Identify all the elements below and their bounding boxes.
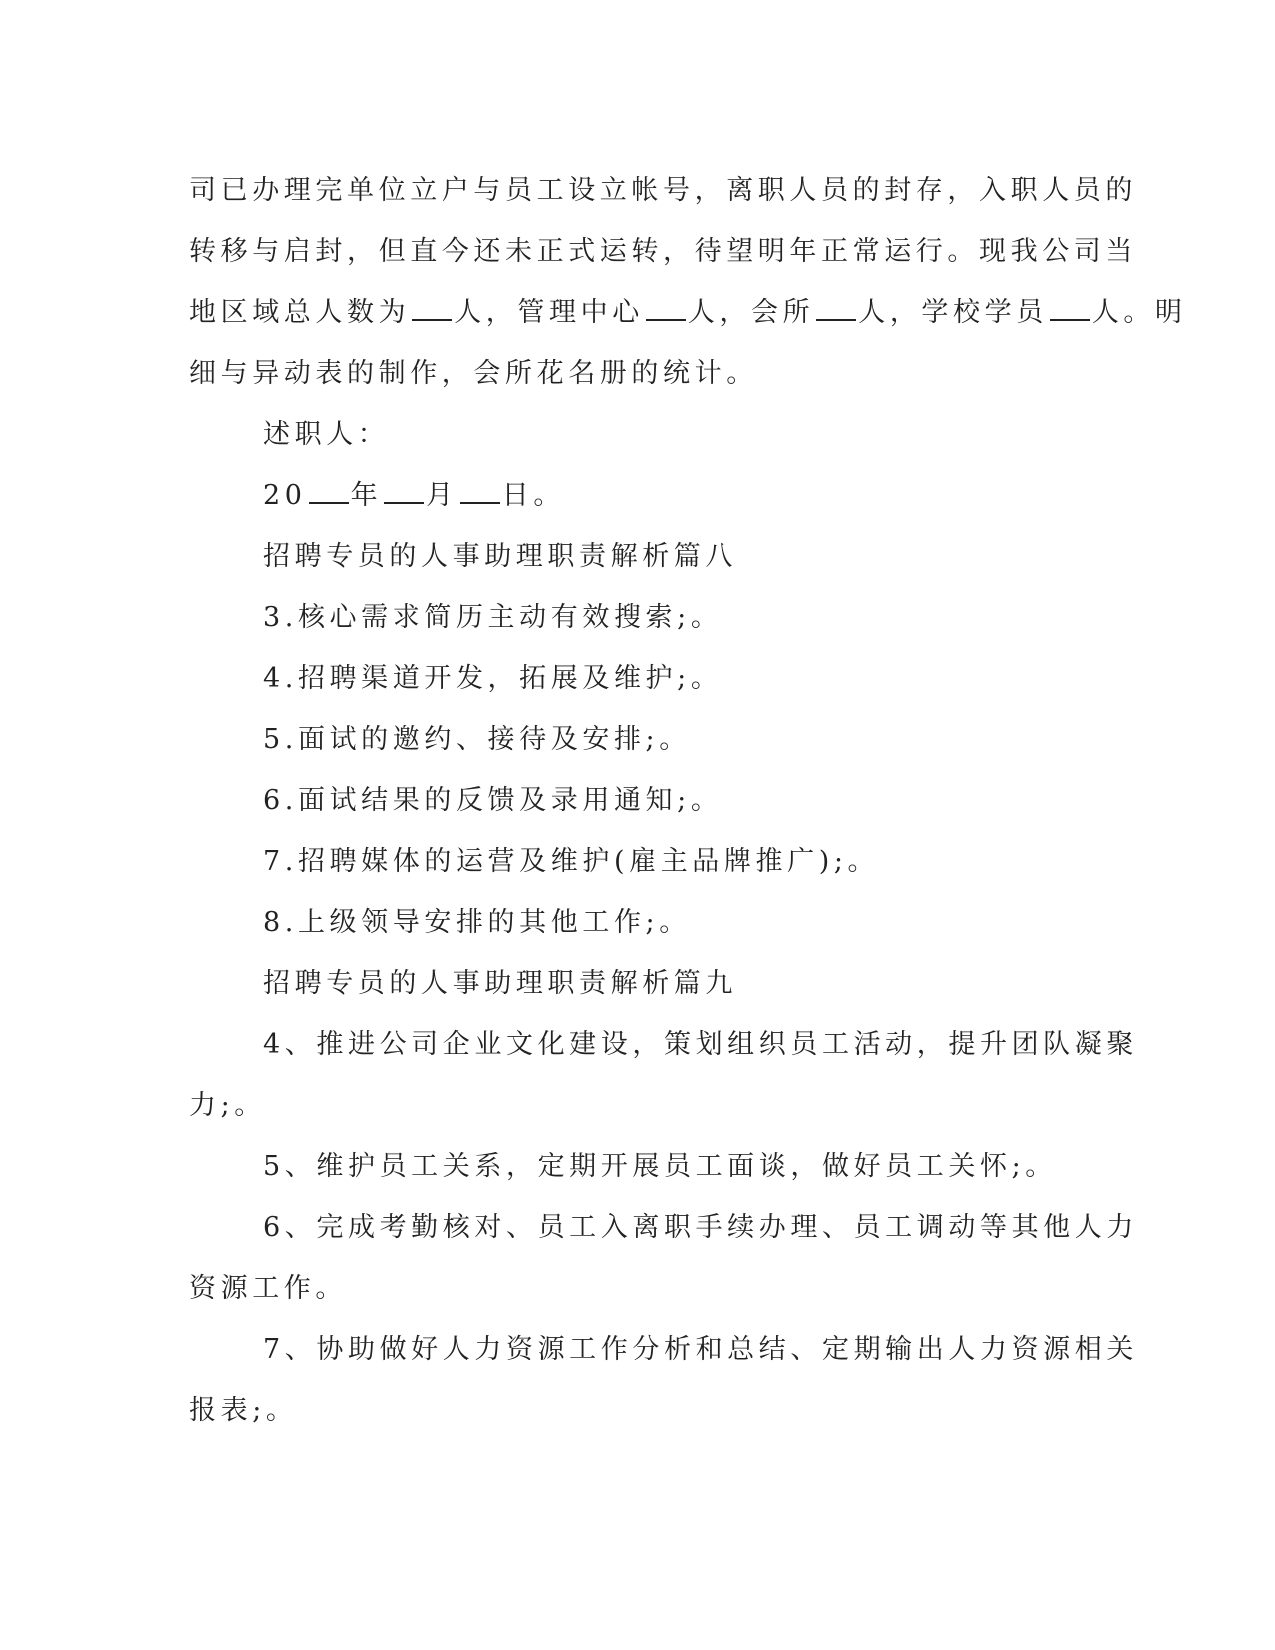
- paragraph-line: 司已办理完单位立户与员工设立帐号，离职人员的封存，入职人员的: [189, 175, 1137, 206]
- blank-underline: [816, 297, 856, 321]
- blank-underline: [384, 480, 424, 504]
- paragraph-line: 转移与启封，但直今还未正式运转，待望明年正常运行。现我公司当: [189, 236, 1137, 267]
- list-item: 5、维护员工关系，定期开展员工面谈，做好员工关怀;。: [263, 1151, 1057, 1182]
- blank-underline: [1050, 297, 1090, 321]
- text-segment: 人，会所: [687, 297, 815, 328]
- paragraph-line: 细与异动表的制作，会所花名册的统计。: [189, 358, 758, 389]
- list-item: 5.面试的邀约、接待及安排;。: [263, 724, 691, 755]
- date-month-label: 月: [426, 480, 458, 511]
- date-day-label: 日。: [501, 480, 565, 511]
- paragraph-line-headcount: [189, 282, 1187, 343]
- list-item-continuation: 力;。: [189, 1090, 266, 1121]
- section-title: 招聘专员的人事助理职责解析篇八: [263, 541, 737, 572]
- list-item: 6.面试结果的反馈及录用通知;。: [263, 785, 723, 816]
- signature-date: [189, 465, 1069, 526]
- blank-underline: [460, 480, 500, 504]
- list-item: 7、协助做好人力资源工作分析和总结、定期输出人力资源相关: [263, 1334, 1138, 1365]
- date-year-prefix: 20: [263, 480, 307, 511]
- text-segment: 人，学校学员: [858, 297, 1048, 328]
- list-item: 8.上级领导安排的其他工作;。: [263, 907, 691, 938]
- text-segment: 地区域总人数为: [189, 297, 411, 328]
- blank-underline: [646, 297, 686, 321]
- list-item: 4、推进公司企业文化建设，策划组织员工活动，提升团队凝聚: [263, 1029, 1138, 1060]
- text-segment: 人。明: [1091, 297, 1187, 328]
- date-year-label: 年: [350, 480, 383, 511]
- blank-underline: [412, 297, 452, 321]
- list-item: 6、完成考勤核对、员工入离职手续办理、员工调动等其他人力: [263, 1212, 1138, 1243]
- text-segment: 人，管理中心: [454, 297, 644, 328]
- list-item: 3.核心需求简历主动有效搜索;。: [263, 602, 723, 633]
- section-title: 招聘专员的人事助理职责解析篇九: [263, 968, 737, 999]
- blank-underline: [309, 480, 349, 504]
- document-body: [189, 160, 1187, 1441]
- list-item: 4.招聘渠道开发，拓展及维护;。: [263, 663, 723, 694]
- list-item-continuation: 报表;。: [189, 1395, 298, 1426]
- list-item: 7.招聘媒体的运营及维护(雇主品牌推广);。: [263, 846, 880, 877]
- list-item-continuation: 资源工作。: [189, 1273, 347, 1304]
- signature-label: 述职人：: [263, 419, 390, 450]
